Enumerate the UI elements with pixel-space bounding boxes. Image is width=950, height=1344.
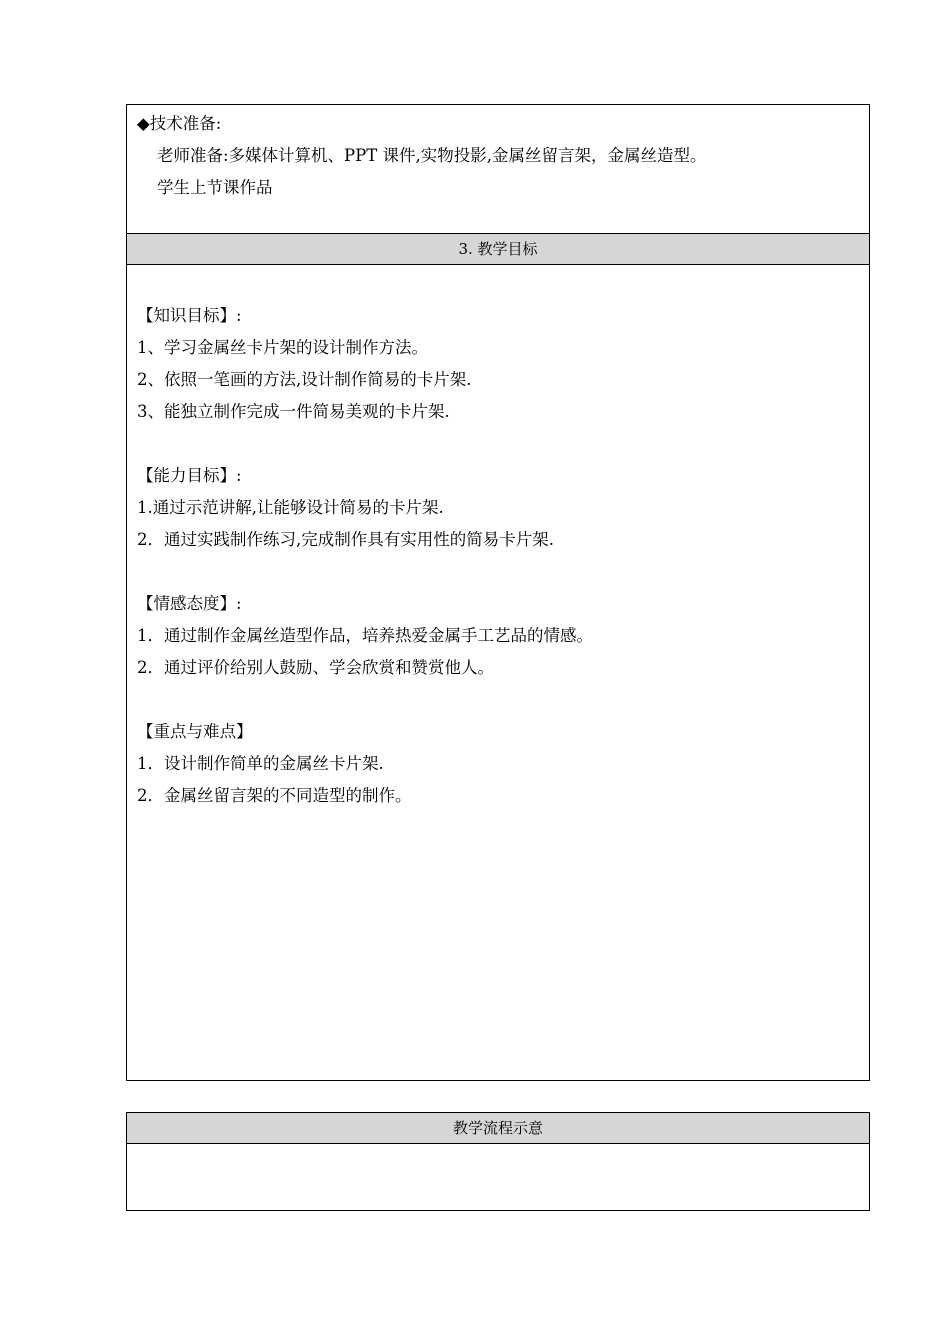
knowledge-goal-item: 2、依照一笔画的方法,设计制作简易的卡片架. — [137, 370, 472, 389]
teaching-flow-table — [126, 1112, 870, 1211]
section-header-teaching-goals — [127, 233, 869, 265]
emotion-goals-heading: 【情感态度】: — [137, 594, 242, 613]
key-point-item: 2．金属丝留言架的不同造型的制作。 — [137, 786, 412, 805]
key-points-heading: 【重点与难点】 — [137, 722, 253, 741]
ability-goals-heading: 【能力目标】: — [137, 466, 242, 485]
knowledge-goals-heading: 【知识目标】: — [137, 306, 242, 325]
flow-title: 教学流程示意 — [452, 1119, 543, 1137]
ability-goal-item: 1.通过示范讲解,让能够设计简易的卡片架. — [137, 498, 444, 517]
teaching-content-table — [126, 104, 870, 1081]
tech-prep-heading: ◆技术准备: — [137, 114, 222, 133]
emotion-goal-item: 2．通过评价给别人鼓励、学会欣赏和赞赏他人。 — [137, 658, 494, 677]
section-header-teaching-flow — [127, 1113, 869, 1144]
teacher-prep-text: 老师准备:多媒体计算机、PPT 课件,实物投影,金属丝留言架，金属丝造型。 — [157, 146, 707, 165]
knowledge-goal-item: 1、学习金属丝卡片架的设计制作方法。 — [137, 338, 428, 357]
student-prep-text: 学生上节课作品 — [157, 178, 273, 197]
emotion-goal-item: 1．通过制作金属丝造型作品，培养热爱金属手工艺品的情感。 — [137, 626, 593, 645]
knowledge-goal-item: 3、能独立制作完成一件简易美观的卡片架. — [137, 402, 450, 421]
section-title: 3. 教学目标 — [458, 240, 538, 258]
ability-goal-item: 2．通过实践制作练习,完成制作具有实用性的简易卡片架. — [137, 530, 554, 549]
key-point-item: 1．设计制作简单的金属丝卡片架. — [137, 754, 384, 773]
